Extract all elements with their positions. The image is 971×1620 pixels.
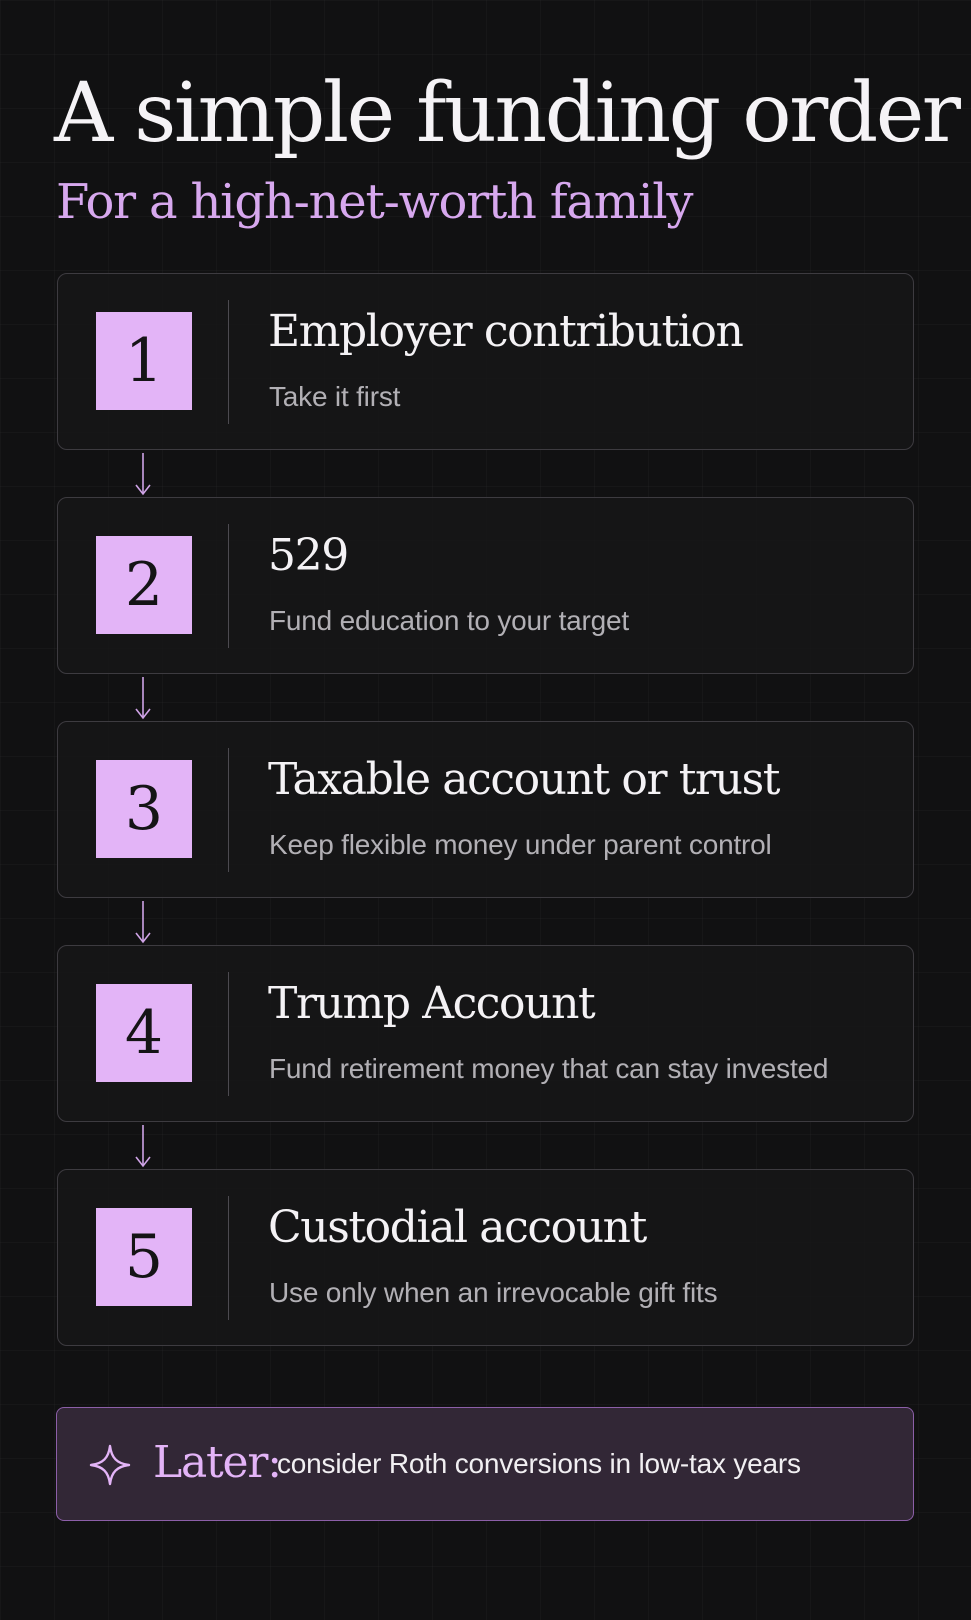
- step-card-3: [57, 721, 914, 898]
- page-title: A simple funding order: [54, 66, 959, 161]
- step-number-2: 2: [96, 536, 192, 634]
- step-number-3: 3: [96, 760, 192, 858]
- later-label: Later:: [153, 1437, 281, 1488]
- step-card-4: [57, 945, 914, 1122]
- step-description-3: Keep flexible money under parent control: [269, 829, 772, 860]
- sparkle-icon: [89, 1444, 131, 1486]
- step-divider: [228, 748, 229, 872]
- down-arrow-icon: [133, 453, 153, 497]
- step-divider: [228, 1196, 229, 1320]
- step-divider: [228, 524, 229, 648]
- down-arrow-icon: [133, 1125, 153, 1169]
- page-subtitle: For a high-net-worth family: [56, 174, 693, 230]
- step-card-2: [57, 497, 914, 674]
- later-callout: [56, 1407, 914, 1521]
- step-description-2: Fund education to your target: [269, 605, 629, 636]
- step-number-1: 1: [96, 312, 192, 410]
- step-description-4: Fund retirement money that can stay invested: [269, 1053, 829, 1084]
- down-arrow-icon: [133, 677, 153, 721]
- step-divider: [228, 972, 229, 1096]
- step-number-4: 4: [96, 984, 192, 1082]
- later-text: consider Roth conversions in low-tax years: [277, 1448, 801, 1479]
- step-number-5: 5: [96, 1208, 192, 1306]
- step-card-5: [57, 1169, 914, 1346]
- step-divider: [228, 300, 229, 424]
- step-title-5: Custodial account: [268, 1202, 646, 1253]
- step-description-5: Use only when an irrevocable gift fits: [269, 1277, 718, 1308]
- step-title-3: Taxable account or trust: [268, 754, 780, 805]
- step-description-1: Take it first: [269, 381, 401, 412]
- down-arrow-icon: [133, 901, 153, 945]
- step-title-1: Employer contribution: [268, 306, 743, 357]
- step-card-1: [57, 273, 914, 450]
- step-title-2: 529: [268, 530, 348, 581]
- step-title-4: Trump Account: [268, 978, 595, 1029]
